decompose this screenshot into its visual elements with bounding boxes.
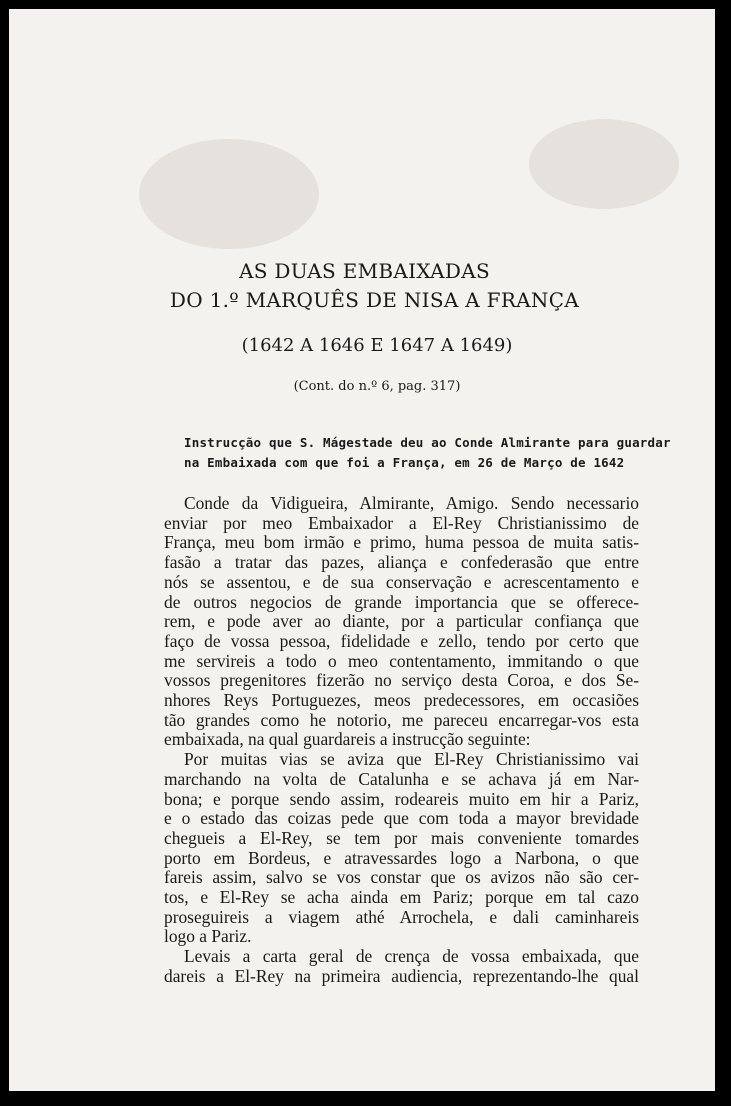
paragraph (164, 750, 639, 947)
text-line: Por muitas vias se aviza que El-Rey Christianissimo vai (184, 749, 639, 770)
subheading-line: na Embaixada com que foi a França, em 26 de Março de 1642 (184, 455, 625, 470)
text-line: embaixada, na qual guardareis a instrucção seguinte: (164, 729, 531, 750)
continuation-note: (Cont. do n.º 6, pag. 317) (293, 379, 461, 394)
body-text (164, 494, 639, 987)
text-line: fasão a tratar das pazes, aliança e confederasão que entre (164, 552, 639, 573)
paper-stain (139, 139, 319, 249)
text-line: fareis assim, salvo se vos constar que os avizos não são cer- (164, 867, 639, 888)
paragraph (164, 494, 639, 750)
text-line: rem, e pode aver ao diante, por a particular confiança que (164, 611, 639, 632)
text-line: nhores Reys Portuguezes, meos predecessores, em occasiões (164, 690, 639, 711)
text-line: dareis a El-Rey na primeira audiencia, reprezentando-lhe qual (164, 965, 639, 986)
subheading-line: Instrucção que S. Mágestade deu ao Conde Almirante para guardar (184, 435, 671, 450)
text-line: bona; e porque sendo assim, rodeareis muito em hir a Pariz, (164, 788, 639, 809)
text-line: tos, e El-Rey se acha ainda em Pariz; porque em tal cazo (164, 887, 639, 908)
text-line: tão grandes como he notorio, me pareceu encarregar-vos esta (164, 709, 639, 730)
text-line: nós se assentou, e de sua conservação e acrescentamento e (164, 571, 639, 592)
text-line: chegueis a El-Rey, se tem por mais conveniente tomardes (164, 827, 639, 848)
title-line-1: AS DUAS EMBAIXADAS (239, 259, 490, 283)
text-line: França, meu bom irmão e primo, huma pessoa de muita satis- (164, 532, 639, 553)
date-range: (1642 A 1646 E 1647 A 1649) (241, 335, 513, 356)
paper-stain (529, 119, 679, 209)
document-page (9, 9, 715, 1091)
section-subheading (184, 433, 671, 473)
text-line: marchando na volta de Catalunha e se achava já em Nar- (164, 768, 639, 789)
text-line: vossos pregenitores fizerão no serviço desta Coroa, e dos Se- (164, 670, 639, 691)
text-line: porto em Bordeus, e atravessardes logo a Narbona, o que (164, 847, 639, 868)
text-line: de outros negocios de grande importancia que se offerece- (164, 591, 639, 612)
text-line: proseguireis a viagem athé Arrochela, e dali caminhareis (164, 906, 639, 927)
text-line: enviar por meo Embaixador a El-Rey Christianissimo de (164, 512, 639, 533)
text-line: e o estado das coizas pede que com toda a mayor brevidade (164, 808, 639, 829)
text-line: Levais a carta geral de crença de vossa embaixada, que (184, 946, 639, 967)
text-line: faço de vossa pessoa, fidelidade e zello, tendo por certo que (164, 630, 639, 651)
text-line: logo a Pariz. (164, 926, 252, 947)
text-line: me servireis a todo o meo contentamento, immitando o que (164, 650, 639, 671)
text-line: Conde da Vidigueira, Almirante, Amigo. Sendo necessario (184, 493, 639, 513)
paragraph (164, 947, 639, 986)
title-line-2: DO 1.º MARQUÊS DE NISA A FRANÇA (169, 288, 580, 312)
